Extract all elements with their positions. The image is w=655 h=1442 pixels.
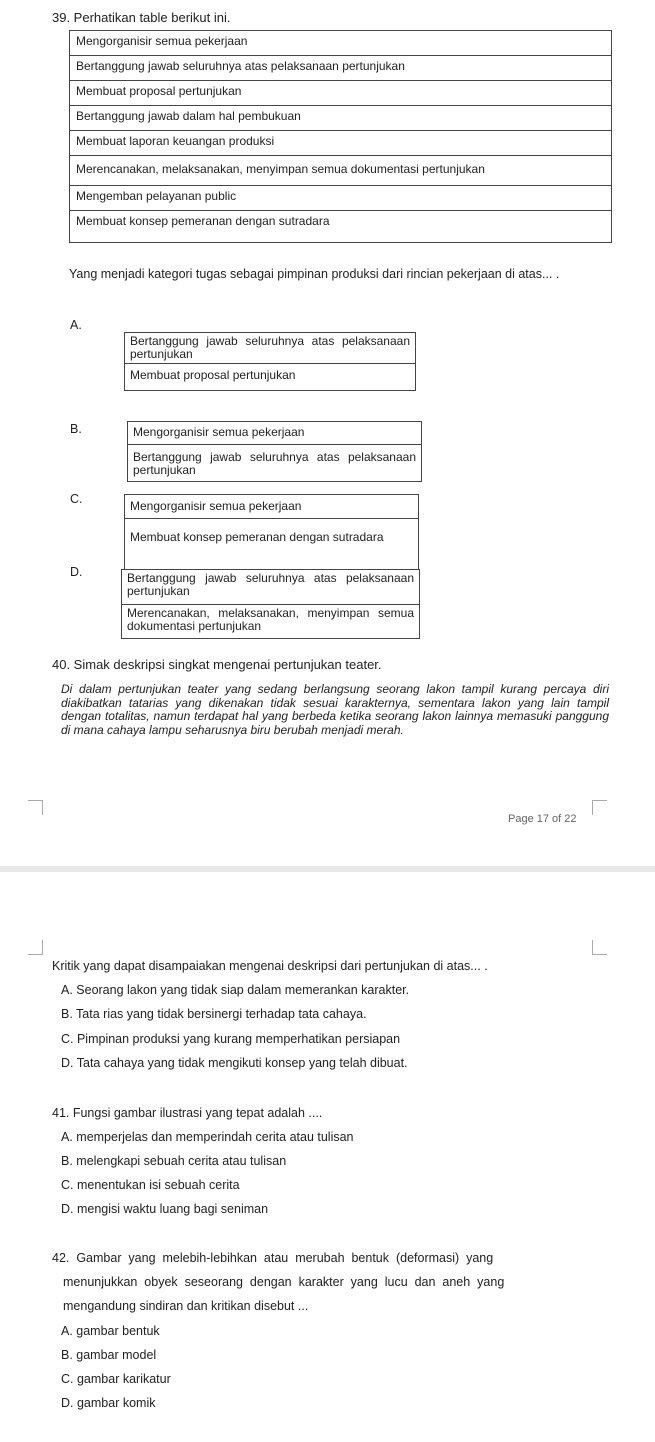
q41-title: 41. Fungsi gambar ilustrasi yang tepat adalah .... <box>52 1106 323 1120</box>
option-a-letter[interactable]: A. <box>70 318 82 332</box>
option-cell: Mengorganisir semua pekerjaan <box>128 422 421 445</box>
table-row: Mengemban pelayanan public <box>70 186 611 211</box>
crop-mark-icon <box>592 940 607 955</box>
option-b-box[interactable] <box>127 421 422 482</box>
option-a-box[interactable] <box>124 332 416 391</box>
option-b-letter[interactable]: B. <box>70 422 82 436</box>
option-cell: Merencanakan, melaksanakan, menyimpan semua dokumentasi pertunjukan <box>127 606 414 633</box>
option-cell: Membuat proposal pertunjukan <box>130 368 296 382</box>
table-row: Mengorganisir semua pekerjaan <box>70 31 611 56</box>
q42-title-line-3: mengandung sindiran dan kritikan disebut ... <box>63 1299 309 1313</box>
q39-title: 39. Perhatikan table berikut ini. <box>52 10 231 25</box>
option-d-letter[interactable]: D. <box>70 565 83 579</box>
option-d-box[interactable] <box>121 569 420 639</box>
crop-mark-icon <box>592 800 607 815</box>
q41-choice-a[interactable]: A. memperjelas dan memperindah cerita atau tulisan <box>61 1130 354 1144</box>
q42-title-line-1: 42. Gambar yang melebih-lebihkan atau merubah bentuk (deformasi) yang <box>52 1251 494 1265</box>
q40-choice-a[interactable]: A. Seorang lakon yang tidak siap dalam memerankan karakter. <box>61 983 410 997</box>
q40-choice-b[interactable]: B. Tata rias yang tidak bersinergi terhadap tata cahaya. <box>61 1007 367 1021</box>
option-cell: Bertanggung jawab seluruhnya atas pelaksanaan pertunjukan <box>122 570 419 605</box>
option-c-letter[interactable]: C. <box>70 492 83 506</box>
table-row: Membuat laporan keuangan produksi <box>70 131 611 156</box>
q41-choice-c[interactable]: C. menentukan isi sebuah cerita <box>61 1178 240 1192</box>
option-cell: Membuat konsep pemeranan dengan sutradara <box>130 530 384 544</box>
q39-question: Yang menjadi kategori tugas sebagai pimpinan produksi dari rincian pekerjaan di atas... . <box>69 267 560 281</box>
q42-choice-b[interactable]: B. gambar model <box>61 1348 157 1362</box>
q40-description: Di dalam pertunjukan teater yang sedang berlangsung seorang lakon tampil kurang percaya diri diakibatkan tatarias yang dikenakan tidak sesuai karakternya, sementara lakon yang lain tampil dengan totalitas, namun terdapat hal yang berbeda ketika seorang lakon lainnya memasuki panggung di mana cahaya lampu seharusnya biru berubah menjadi merah. <box>61 682 609 737</box>
table-row: Merencanakan, melaksanakan, menyimpan semua dokumentasi pertunjukan <box>70 156 611 186</box>
q42-choice-d[interactable]: D. gambar komik <box>61 1396 156 1410</box>
q40-choice-d[interactable]: D. Tata cahaya yang tidak mengikuti konsep yang telah dibuat. <box>61 1056 408 1070</box>
q41-choice-d[interactable]: D. mengisi waktu luang bagi seniman <box>61 1202 269 1216</box>
option-cell: Bertanggung jawab seluruhnya atas pelaksanaan pertunjukan <box>133 450 416 477</box>
q41-choice-b[interactable]: B. melengkapi sebuah cerita atau tulisan <box>61 1154 287 1168</box>
q40-choice-c[interactable]: C. Pimpinan produksi yang kurang memperhatikan persiapan <box>61 1032 401 1046</box>
option-cell: Bertanggung jawab seluruhnya atas pelaksanaan pertunjukan <box>125 333 415 364</box>
q40-question: Kritik yang dapat disampaiakan mengenai deskripsi dari pertunjukan di atas... . <box>52 959 488 973</box>
q42-choice-a[interactable]: A. gambar bentuk <box>61 1324 160 1338</box>
crop-mark-icon <box>28 800 43 815</box>
page-number: Page 17 of 22 <box>508 813 577 825</box>
table-row: Membuat konsep pemeranan dengan sutradara <box>76 214 330 228</box>
q39-table <box>69 30 612 243</box>
page-separator <box>0 866 655 872</box>
q42-title-line-2: menunjukkan obyek seseorang dengan karakter yang lucu dan aneh yang <box>63 1275 505 1289</box>
table-row: Bertanggung jawab seluruhnya atas pelaksanaan pertunjukan <box>70 56 611 81</box>
table-row: Membuat proposal pertunjukan <box>70 81 611 106</box>
option-cell: Mengorganisir semua pekerjaan <box>125 495 418 519</box>
q40-title: 40. Simak deskripsi singkat mengenai pertunjukan teater. <box>52 657 382 672</box>
table-row: Bertanggung jawab dalam hal pembukuan <box>70 106 611 131</box>
crop-mark-icon <box>28 940 43 955</box>
q42-choice-c[interactable]: C. gambar karikatur <box>61 1372 171 1386</box>
option-c-box[interactable] <box>124 494 419 570</box>
